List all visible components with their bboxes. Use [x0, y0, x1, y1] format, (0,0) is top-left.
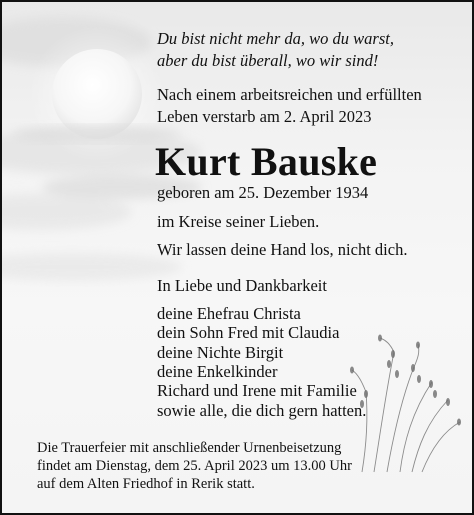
mourner-line: deine Enkelkinder	[157, 362, 278, 381]
quote-line-2: aber du bist überall, wo wir sind!	[157, 51, 379, 70]
intro-line-2: Leben verstarb am 2. April 2023	[157, 107, 372, 126]
birth-date: geboren am 25. Dezember 1934	[157, 183, 369, 202]
phrase-circle: im Kreise seiner Lieben.	[157, 212, 320, 231]
deceased-name: Kurt Bauske	[155, 139, 378, 184]
funeral-line-1: Die Trauerfeier mit anschließender Urnenbeisetzung	[37, 440, 342, 456]
intro-line-1: Nach einem arbeitsreichen und erfüllten	[157, 85, 422, 104]
mourner-line: sowie alle, die dich gern hatten.	[157, 401, 367, 420]
funeral-line-3: auf dem Alten Friedhof in Rerik statt.	[37, 476, 255, 492]
quote-line-1: Du bist nicht mehr da, wo du warst,	[157, 29, 394, 48]
mourner-line: Richard und Irene mit Familie	[157, 381, 357, 400]
mourner-line: deine Nichte Birgit	[157, 343, 284, 362]
funeral-line-2: findet am Dienstag, dem 25. April 2023 um 13.00 Uhr	[37, 458, 352, 474]
phrase-hand: Wir lassen deine Hand los, nicht dich.	[157, 240, 408, 259]
mourners-heading: In Liebe und Dankbarkeit	[157, 276, 327, 295]
mourner-line: deine Ehefrau Christa	[157, 304, 301, 323]
grass-stalks-icon	[352, 338, 460, 472]
mourner-line: dein Sohn Fred mit Claudia	[157, 323, 340, 342]
